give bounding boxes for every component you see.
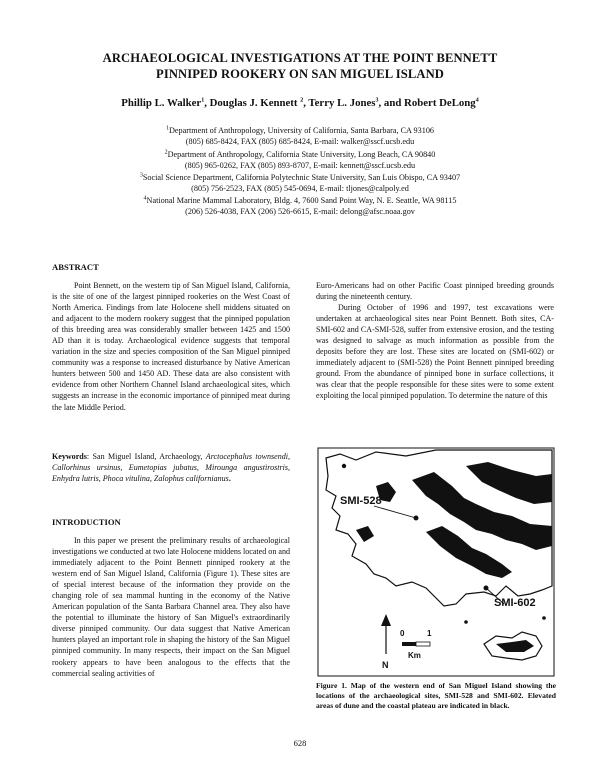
col2-paragraph-1: Euro-Americans had on other Pacific Coast pinniped breeding grounds during the nineteenth century.: [316, 281, 554, 302]
rock: [464, 620, 468, 624]
scale-bar-white: [416, 642, 430, 646]
introduction-heading: INTRODUCTION: [52, 517, 121, 527]
affiliation-sup: 1: [165, 125, 169, 132]
keywords-species: Arctocephalus townsendi, Callorhinus ursinus, Eumetopias jubatus, Mirounga angustirostris, Enhydra lutris, Phoca vitulina, Zalophus californianus: [52, 452, 291, 484]
affiliation-contact: (805) 965-0262, FAX (805) 893-8707, E-mail: kennett@sscf.ucsb.edu: [184, 161, 416, 170]
affiliation-contact: (206) 526-4038, FAX (206) 526-6615, E-mail: delong@afsc.noaa.gov: [185, 207, 415, 216]
keywords: Keywords: San Miguel Island, Archaeology, Arctocephalus townsendi, Callorhinus ursinus, Eumetopias jubatus, Mirounga angustirostris, Enhydra lutris, Phoca vitulina, Zalophus californianus.: [52, 452, 291, 484]
affiliation-3: [60, 172, 540, 194]
col2-paragraph-2: During October of 1996 and 1997, test excavations were undertaken at archaeological sites near Point Bennett. Both sites, CA-SMI-602 and CA-SMI-528, suffer from extensive erosion, and the testing was designed to salvage as much information as possible from the deposits before they are lost. These sites are located on (SMI-602) or immediately adjacent to (SMI-528) the Point Bennett pinniped breeding ground. From the abundance of pinniped bone in surface collections, it was clear that the people responsible for these sites were to some extent exploiting the local pinniped population. To determine the nature of this: [316, 303, 554, 401]
affiliation-line: Department of Anthropology, University of California, Santa Barbara, CA 93106: [168, 126, 435, 135]
author-sup: 4: [475, 97, 479, 104]
title-line-2: PINNIPED ROOKERY ON SAN MIGUEL ISLAND: [156, 67, 444, 81]
keywords-end: .: [228, 474, 231, 484]
paper-title: [60, 50, 540, 82]
affiliation-line: National Marine Mammal Laboratory, Bldg. 4, 7600 Sand Point Way, N. E. Seattle, WA 98115: [146, 196, 457, 205]
page-number: 628: [293, 738, 307, 748]
rock: [342, 464, 346, 468]
affiliation-sup: 4: [143, 195, 147, 202]
north-label: N: [382, 660, 389, 670]
author-name: Phillip L. Walker: [121, 97, 202, 109]
author-sup: 2: [300, 97, 304, 104]
site-label-smi-602: SMI-602: [494, 597, 536, 609]
author-list: Phillip L. Walker$^1$, Douglas J. Kennett $^2$, Terry L. Jones$^3$, and Robert DeLong$^4$: [121, 97, 479, 109]
keywords-plain: San Miguel Island, Archaeology,: [92, 452, 203, 461]
author-name: Terry L. Jones: [308, 97, 376, 109]
author-sup: 1: [201, 97, 205, 104]
keywords-label: Keywords: [52, 452, 87, 461]
figure-caption: Figure 1. Map of the western end of San Miguel Island showing the locations of the archaeological sites, SMI-528 and SMI-602. Elevated areas of dune and the coastal plateau are indicated in black.: [316, 681, 556, 711]
title-line-1: ARCHAEOLOGICAL INVESTIGATIONS AT THE POINT BENNETT: [102, 51, 498, 65]
figure-map: [316, 446, 556, 678]
affiliation-line: Social Science Department, California Polytechnic State University, San Luis Obispo, CA 93407: [142, 173, 461, 182]
affiliation-line: Department of Anthropology, California State University, Long Beach, CA 90840: [167, 150, 436, 159]
affiliation-2: [60, 149, 540, 171]
author-sup: 3: [375, 97, 379, 104]
author-name: Robert DeLong: [404, 97, 476, 109]
affiliation-4: [60, 195, 540, 217]
abstract-heading: ABSTRACT: [52, 262, 99, 272]
introduction-text: In this paper we present the preliminary results of archaeological investigations we conducted at two late Holocene middens located on and immediately adjacent to the Point Bennett pinniped rookery at the western end of San Miguel Island, California (Figure 1). These sites are of special interest because of the information they provide on the changing role of sea mammal hunting in the economy of the Native American population of the Santa Barbara Channel area. They also have the potential to illuminate the history of San Miguel's extraordinarily diverse pinniped community. Our data suggest that Native American hunters played an important role in shaping the history of the San Miguel pinniped community. In many respects, their impact on the San Miguel rookery appears to have been analogous to the effects that the commercial sealing activities of: [52, 536, 290, 678]
affiliation-sup: 2: [164, 149, 168, 156]
map-svg: [316, 446, 556, 678]
site-marker-smi-602: [484, 586, 489, 591]
affiliation-sup: 3: [139, 172, 143, 179]
scale-bar-black: [402, 642, 416, 646]
scale-label-one: 1: [427, 629, 432, 638]
affiliation-contact: (805) 685-8424, FAX (805) 685-8424, E-mail: walker@sscf.ucsb.edu: [185, 137, 415, 146]
site-marker-smi-528: [414, 516, 419, 521]
abstract-text: Point Bennett, on the western tip of San Miguel Island, California, is the site of one of the largest pinniped rookeries on the West Coast of North America. Findings from late Holocene shell middens situated on and adjacent to the modern rookery suggest that the pinniped population of this breeding area was considerably smaller between 1425 and 1500 AD than it is today. Archaeological evidence suggests that temporal variation in the size and species composition of the San Miguel pinniped community was a response to increased disturbance by Native American hunters between 500 and 1450 AD. These data are also consistent with evidence from other Northern Channel Island archaeological sites, which suggests an increase in the economic importance of pinniped meat during the late Middle Period.: [52, 281, 290, 412]
author-name: Douglas J. Kennett: [209, 97, 298, 109]
affiliation-1: [60, 125, 540, 147]
site-label-smi-528: SMI-528: [340, 495, 382, 507]
scale-unit: Km: [408, 651, 421, 660]
affiliation-contact: (805) 756-2523, FAX (805) 545-0694, E-mail: tljones@calpoly.ed: [191, 184, 409, 193]
north-arrow-head: [381, 614, 391, 626]
scale-label-zero: 0: [400, 629, 405, 638]
rock: [542, 616, 546, 620]
